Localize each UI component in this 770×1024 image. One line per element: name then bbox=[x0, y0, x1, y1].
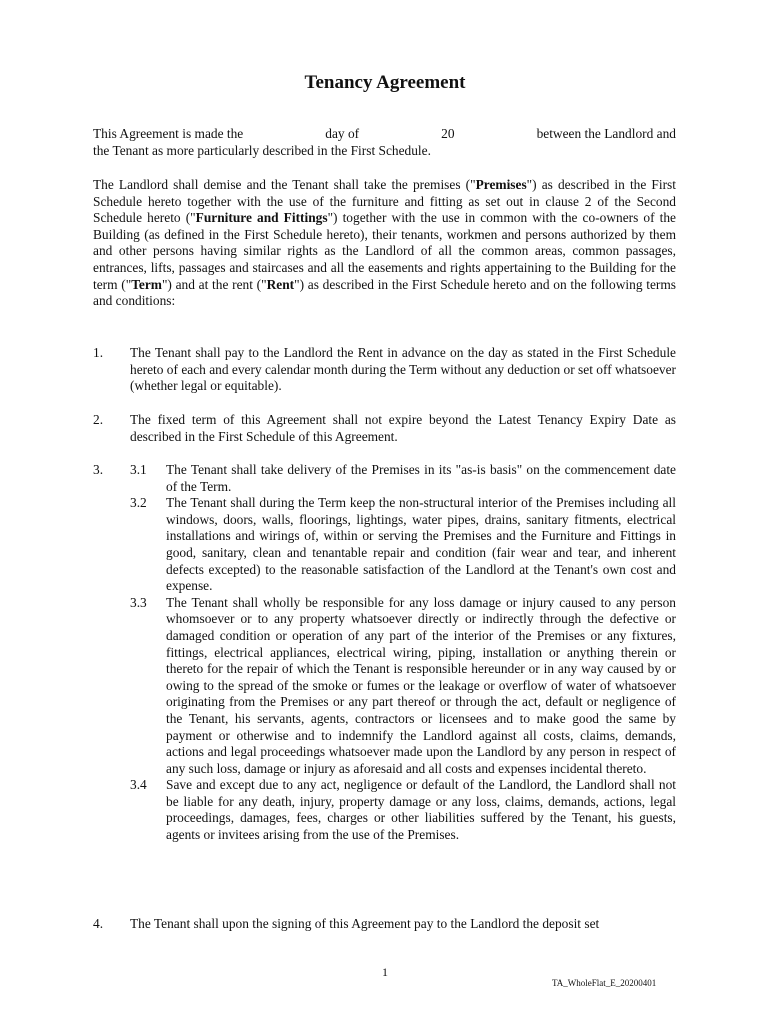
demise-text-c: ") together with the use in common with the co-owners of the Building (as defined in the First Schedule hereto), their tenants, workmen and persons authorized by them and other persons having similar rights as the Landlord of all the common areas, common passages, entrances, lifts, passages and staircases and all the easements and rights appertaining to the Building for the term (" bbox=[93, 210, 676, 292]
clause-text: The Tenant shall upon the signing of this Agreement pay to the Landlord the deposit set bbox=[130, 916, 600, 931]
intro-between: between the Landlord and bbox=[536, 126, 676, 141]
intro-line-2: the Tenant as more particularly described in the First Schedule. bbox=[93, 142, 431, 158]
clause-number: 2. bbox=[93, 412, 104, 427]
demise-text-b: ") as described in the First Schedule hereto together with the use of the furniture and fitting as set out in clause 2 of the Second Schedule hereto (" bbox=[93, 177, 676, 226]
subclause-text: The Tenant shall wholly be responsible for any loss damage or injury caused to any person whomsoever or to any property whatsoever directly or indirectly through the defective or damaged condition or operation of any part of the interior of the Premises or any fixtures, fittings, electrical appliances, electrical wiring, piping, installation or anything therein or thereto for the repair of which the Tenant is responsible hereunder or in any way caused by or owing to the spread of the smoke or fumes or the leakage or overflow of water of whatsoever originating from the Premises or any part thereof or through the act, default or negligence of the Tenant, his servants, agents, contractors or licensees and to make good the same by payment or otherwise and to indemnify the Landlord against all costs, claims, demands, actions and legal proceedings whatsoever made upon the Landlord by any person in respect of any such loss, damage or injury as aforesaid and all costs and expenses incidental thereto. bbox=[166, 594, 676, 776]
clause-2 bbox=[93, 412, 676, 445]
document-reference: TA_WholeFlat_E_20200401 bbox=[552, 978, 657, 988]
document-title: Tenancy Agreement bbox=[304, 72, 466, 93]
subclause-number: 3.2 bbox=[130, 495, 147, 511]
term-furniture: Furniture and Fittings bbox=[195, 210, 328, 226]
clause-text: The Tenant shall pay to the Landlord the Rent in advance on the day as stated in the First Schedule hereto of each and every calendar month during the Term without any deduction or set off whatsoever (whether legal or equitable). bbox=[130, 345, 676, 394]
subclause-3-2 bbox=[130, 495, 676, 595]
clause-number: 1. bbox=[93, 345, 104, 360]
intro-line-1 bbox=[93, 126, 676, 143]
clause-number: 4. bbox=[93, 916, 104, 931]
subclause-text: The Tenant shall during the Term keep the non-structural interior of the Premises including all windows, doors, walls, floorings, lightings, water pipes, drains, sanitary fitments, electrical installations and wirings of, within or serving the Premises and the Furniture and Fittings in good, sanitary, clean and tenantable repair and condition (fair wear and tear, and inherent defects excepted) to the reasonable satisfaction of the Landlord at the Tenant's own cost and expense. bbox=[166, 495, 676, 594]
demise-text-a: The Landlord shall demise and the Tenant shall take the premises (" bbox=[93, 177, 476, 192]
intro-made-the: This Agreement is made the bbox=[93, 126, 244, 141]
subclause-text: Save and except due to any act, negligence or default of the Landlord, the Landlord shall not be liable for any death, injury, property damage or any loss, claims, demands, actions, legal proceedings, damages, fees, charges or other liabilities suffered by the Tenant, his guests, agents or invitees arising from the use of the Premises. bbox=[166, 777, 676, 843]
clause-1 bbox=[93, 345, 676, 395]
clause-number: 3. bbox=[93, 462, 104, 477]
subclause-number: 3.4 bbox=[130, 777, 147, 793]
subclause-number: 3.1 bbox=[130, 462, 147, 477]
demise-text-e: ") as described in the First Schedule hereto and on the following terms and conditions: bbox=[93, 276, 677, 309]
clause-3 bbox=[93, 462, 676, 844]
subclause-number: 3.3 bbox=[130, 594, 147, 610]
page-number: 1 bbox=[382, 965, 388, 979]
clause-text: The fixed term of this Agreement shall not expire beyond the Latest Tenancy Expiry Date as described in the First Schedule of this Agreement. bbox=[130, 412, 676, 444]
subclause-text: The Tenant shall take delivery of the Premises in its "as-is basis" on the commencement date of the Term. bbox=[166, 462, 676, 494]
demise-text-d: ") and at the rent (" bbox=[161, 276, 267, 292]
clause-4 bbox=[93, 916, 676, 933]
intro-day-of: day of bbox=[325, 126, 360, 141]
demise-paragraph bbox=[93, 177, 676, 310]
term-term: Term bbox=[131, 276, 162, 292]
intro-year: 20 bbox=[441, 126, 455, 141]
subclause-3-1 bbox=[130, 462, 676, 495]
term-premises: Premises bbox=[475, 177, 527, 192]
subclause-3-4 bbox=[130, 777, 676, 843]
intro-paragraph bbox=[93, 126, 676, 159]
subclause-3-3 bbox=[130, 595, 676, 778]
term-rent: Rent bbox=[266, 276, 295, 292]
